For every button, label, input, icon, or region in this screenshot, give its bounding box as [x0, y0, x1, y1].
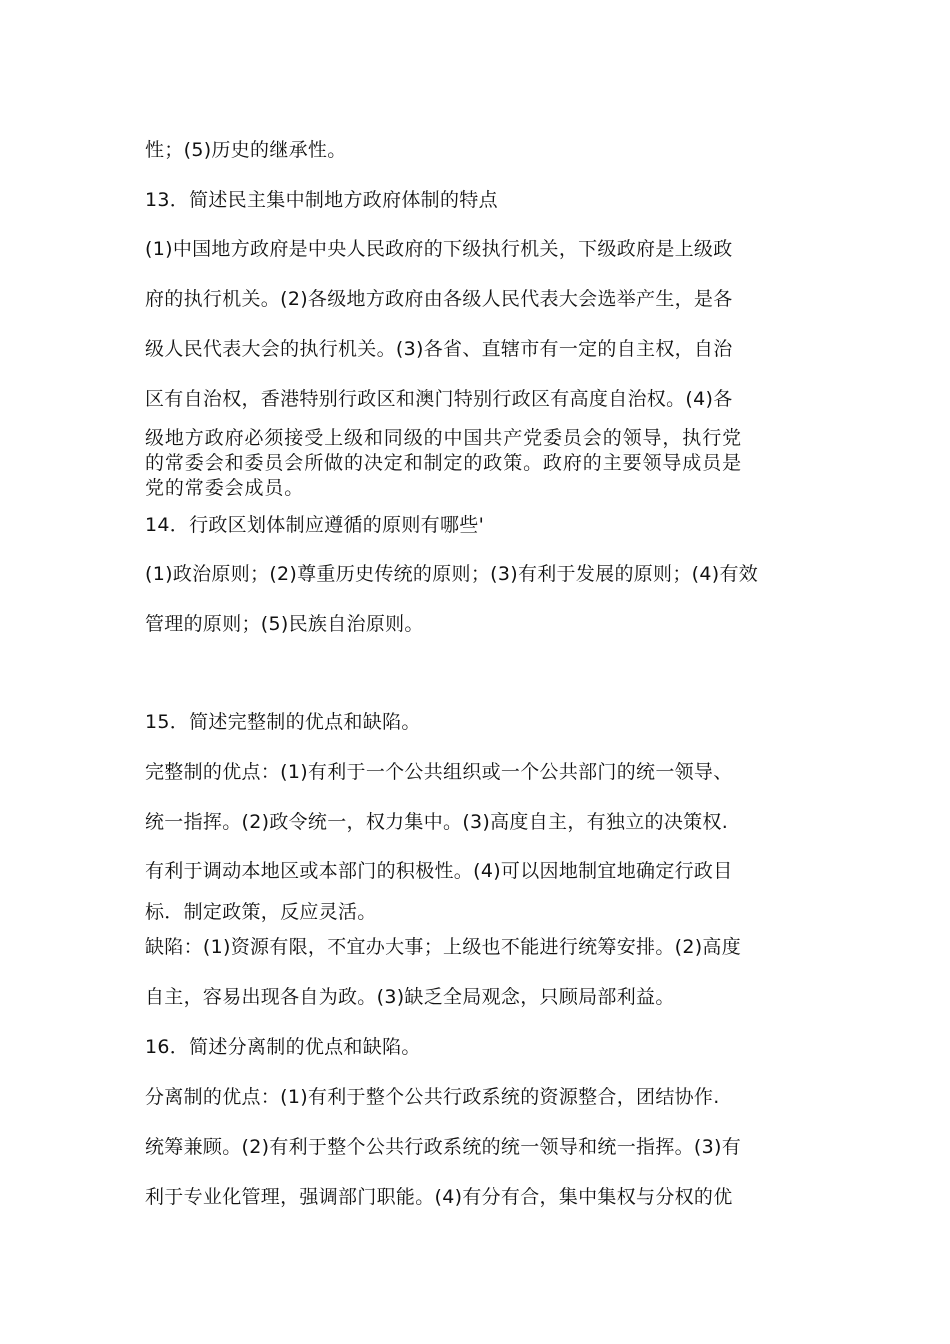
- text-line-4: 府的执行机关。(2)各级地方政府由各级人民代表大会选举产生，是各: [145, 288, 733, 310]
- text-line-12: 管理的原则；(5)民族自治原则。: [145, 613, 424, 635]
- text-line-19: 自主，容易出现各自为政。(3)缺乏全局观念，只顾局部利益。: [145, 986, 675, 1008]
- text-line-8: 的常委会和委员会所做的决定和制定的政策。政府的主要领导成员是: [145, 452, 743, 474]
- text-line-6: 区有自治权，香港特别行政区和澳门特别行政区有高度自治权。(4)各: [145, 388, 733, 410]
- text-line-11: (1)政治原则；(2)尊重历史传统的原则；(3)有利于发展的原则；(4)有效: [145, 563, 759, 585]
- text-line-14: 完整制的优点：(1)有利于一个公共组织或一个公共部门的统一领导、: [145, 761, 733, 783]
- text-line-5: 级人民代表大会的执行机关。(3)各省、直辖市有一定的自主权，自治: [145, 338, 733, 360]
- question-13-heading: 13．简述民主集中制地方政府体制的特点: [145, 189, 498, 211]
- text-line-1: 性；(5)历史的继承性。: [145, 139, 347, 161]
- text-line-21: 分离制的优点：(1)有利于整个公共行政系统的资源整合，团结协作.: [145, 1086, 720, 1108]
- text-line-22: 统筹兼顾。(2)有利于整个公共行政系统的统一领导和统一指挥。(3)有: [145, 1136, 742, 1158]
- text-line-9: 党的常委会成员。: [145, 477, 305, 499]
- text-line-18: 缺陷：(1)资源有限，不宜办大事；上级也不能进行统筹安排。(2)高度: [145, 936, 742, 958]
- text-line-15: 统一指挥。(2)政令统一，权力集中。(3)高度自主，有独立的决策权.: [145, 811, 729, 833]
- text-line-3: (1)中国地方政府是中央人民政府的下级执行机关，下级政府是上级政: [145, 238, 733, 260]
- text-line-16: 有利于调动本地区或本部门的积极性。(4)可以因地制宜地确定行政目: [145, 860, 733, 882]
- question-16-heading: 16．简述分离制的优点和缺陷。: [145, 1036, 421, 1058]
- question-14-heading: 14．行政区划体制应遵循的原则有哪些': [145, 514, 485, 536]
- text-line-23: 利于专业化管理，强调部门职能。(4)有分有合，集中集权与分权的优: [145, 1186, 733, 1208]
- text-line-7: 级地方政府必须接受上级和同级的中国共产党委员会的领导，执行党: [145, 427, 743, 449]
- text-line-17: 标．制定政策，反应灵活。: [145, 901, 377, 923]
- question-15-heading: 15．简述完整制的优点和缺陷。: [145, 711, 421, 733]
